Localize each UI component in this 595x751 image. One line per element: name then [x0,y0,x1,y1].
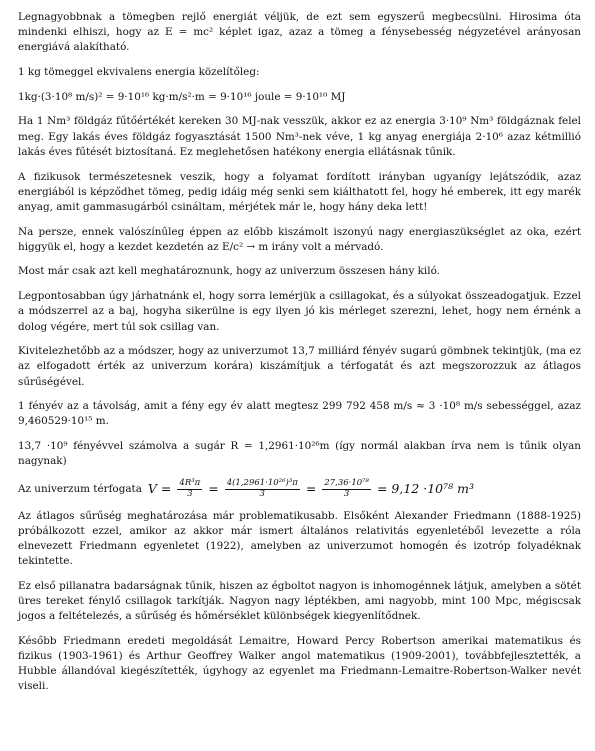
paragraph-universe-mass: Most már csak azt kell meghatároznunk, hogy az univerzum összesen hány kiló. [18,265,440,278]
volume-formula [18,479,581,500]
paragraph-physicists: A fizikusok természetesnek veszik, hogy a folyamat fordított irányban ugyanígy lejátszódik, azaz energiából is képződhet tömeg, pedig idáig még senki sem kiálthatott fel, hogy hé emberek, itt egy marék anyag, amit gammasugárból csináltam, mérjétek már le, hogy hány deka lett! [18,170,581,213]
fraction-3-numerator: 27,36·10⁷⁸ [324,478,369,488]
paragraph-natural-gas: Ha 1 Nm³ földgáz fűtőértékét kereken 30 MJ-nak vesszük, akkor ez az energia 3·10⁹ Nm³ földgáznak felel meg. Egy lakás éves földgáz fogyasztását 1500 Nm³-nek véve, 1 kg anyag energiája 2·10⁶ azaz kétmillió lakás éves fűtését biztosítaná. Ez meglehetősen hatékony energia ellátásnak tűnik. [18,115,581,158]
paragraph-sphere-method: Kivitelezhetőbb az a módszer, hogy az univerzumot 13,7 milliárd fényév sugarú gömbnek tekintjük, (ma ez az elfogadott érték az univerzum korára) kiszámítjuk a térfogatát és azt megszorozzuk az átlagos sűrűségével. [18,345,581,388]
formula-result: = 9,12 ·10⁷⁸ m³ [376,481,474,497]
formula-fraction-2 [225,479,300,500]
fraction-2-numerator: 4(1,2961·10²⁶)³π [226,478,298,488]
fraction-1-numerator: 4R³π [179,478,201,488]
paragraph-intro: Legnagyobbnak a tömegben rejlő energiát véljük, de ezt sem egyszerű megbecsülni. Hirosima óta mindenki elhiszi, hogy az E = mc² képlet igaz, azaz a tömeg a fénysebesség négyzetével arányosan energiává alakítható. [18,11,581,54]
paragraph-energy-need: Na persze, ennek valószínűleg éppen az előbb kiszámolt iszonyú nagy energiaszükséglet az oka, ezért higgyük el, hogy a kezdet kezdetén az E/c² → m irány volt a mérvadó. [18,225,581,253]
paragraph-flrw: Később Friedmann eredeti megoldását Lemaitre, Howard Percy Robertson amerikai matematikus és fizikus (1903-1961) és Arthur Geoffrey Walker angol matematikus (1909-2001), továbbfejlesztették, a Hubble állandóval kiegészítették, úgyhogy az egyenlet ma Friedmann-Lemaitre-Robertson-Walker nevét viseli. [18,634,581,693]
formula-label: Az univerzum térfogata [18,482,142,495]
paragraph-weighing-stars: Legpontosabban úgy járhatnánk el, hogy sorra lemérjük a csillagokat, és a súlyokat összeadogatjuk. Ezzel a módszerrel az a baj, hogyha sikerülne is egy ilyen jó kis mérleget szerezni, lehet, hogy nem érnénk a dolog végére, mert túl sok csillag van. [18,290,581,333]
paragraph-radius: 13,7 ·10⁹ fényévvel számolva a sugár R = 1,2961·10²⁶m (így normál alakban írva nem is tűnik olyan nagynak) [18,440,581,468]
formula-fraction-1 [177,479,202,500]
formula-equals-1: = [208,481,219,497]
paragraph-average-density: Az átlagos sűrűség meghatározása már problematikusabb. Elsőként Alexander Friedmann (1888-1925) próbálkozott ezzel, amikor az akkor már ismert általános relativitás egyenletéből levezette a róla elnevezett Friedmann egyenletet (1922), amelyben az univerzumot homogén és izotróp folyadéknak tekintette. [18,509,581,568]
paragraph-energy-label: 1 kg tömeggel ekvivalens energia közelítőleg: [18,66,260,79]
formula-equals-2: = [305,481,317,497]
paragraph-energy-equation: 1kg·(3·10⁸ m/s)² = 9·10¹⁶ kg·m/s²·m = 9·10¹⁶ joule = 9·10¹⁰ MJ [18,90,346,103]
paragraph-inhomogeneity: Ez első pillanatra badarságnak tűnik, hiszen az égboltot nagyon is inhomogénnek látjuk, amelyben a sötét üres tereket fénylő csillagok tarkítják. Nagyon nagy léptékben, ami nagyobb, mint 100 Mpc, mégiscsak jogos a feltételezés, a sűrűség és hőmérséklet különbségek kiegyenlítődnek. [18,579,581,623]
fraction-2-denominator: 3 [259,488,265,499]
fraction-3-denominator: 3 [343,488,350,499]
formula-lhs: V = [147,481,172,497]
fraction-1-denominator: 3 [187,488,193,499]
formula-fraction-3 [322,479,371,500]
paragraph-light-year: 1 fényév az a távolság, amit a fény egy év alatt megtesz 299 792 458 m/s ≈ 3 ·10⁸ m/s sebességgel, azaz 9,460529·10¹⁵ m. [18,400,581,428]
